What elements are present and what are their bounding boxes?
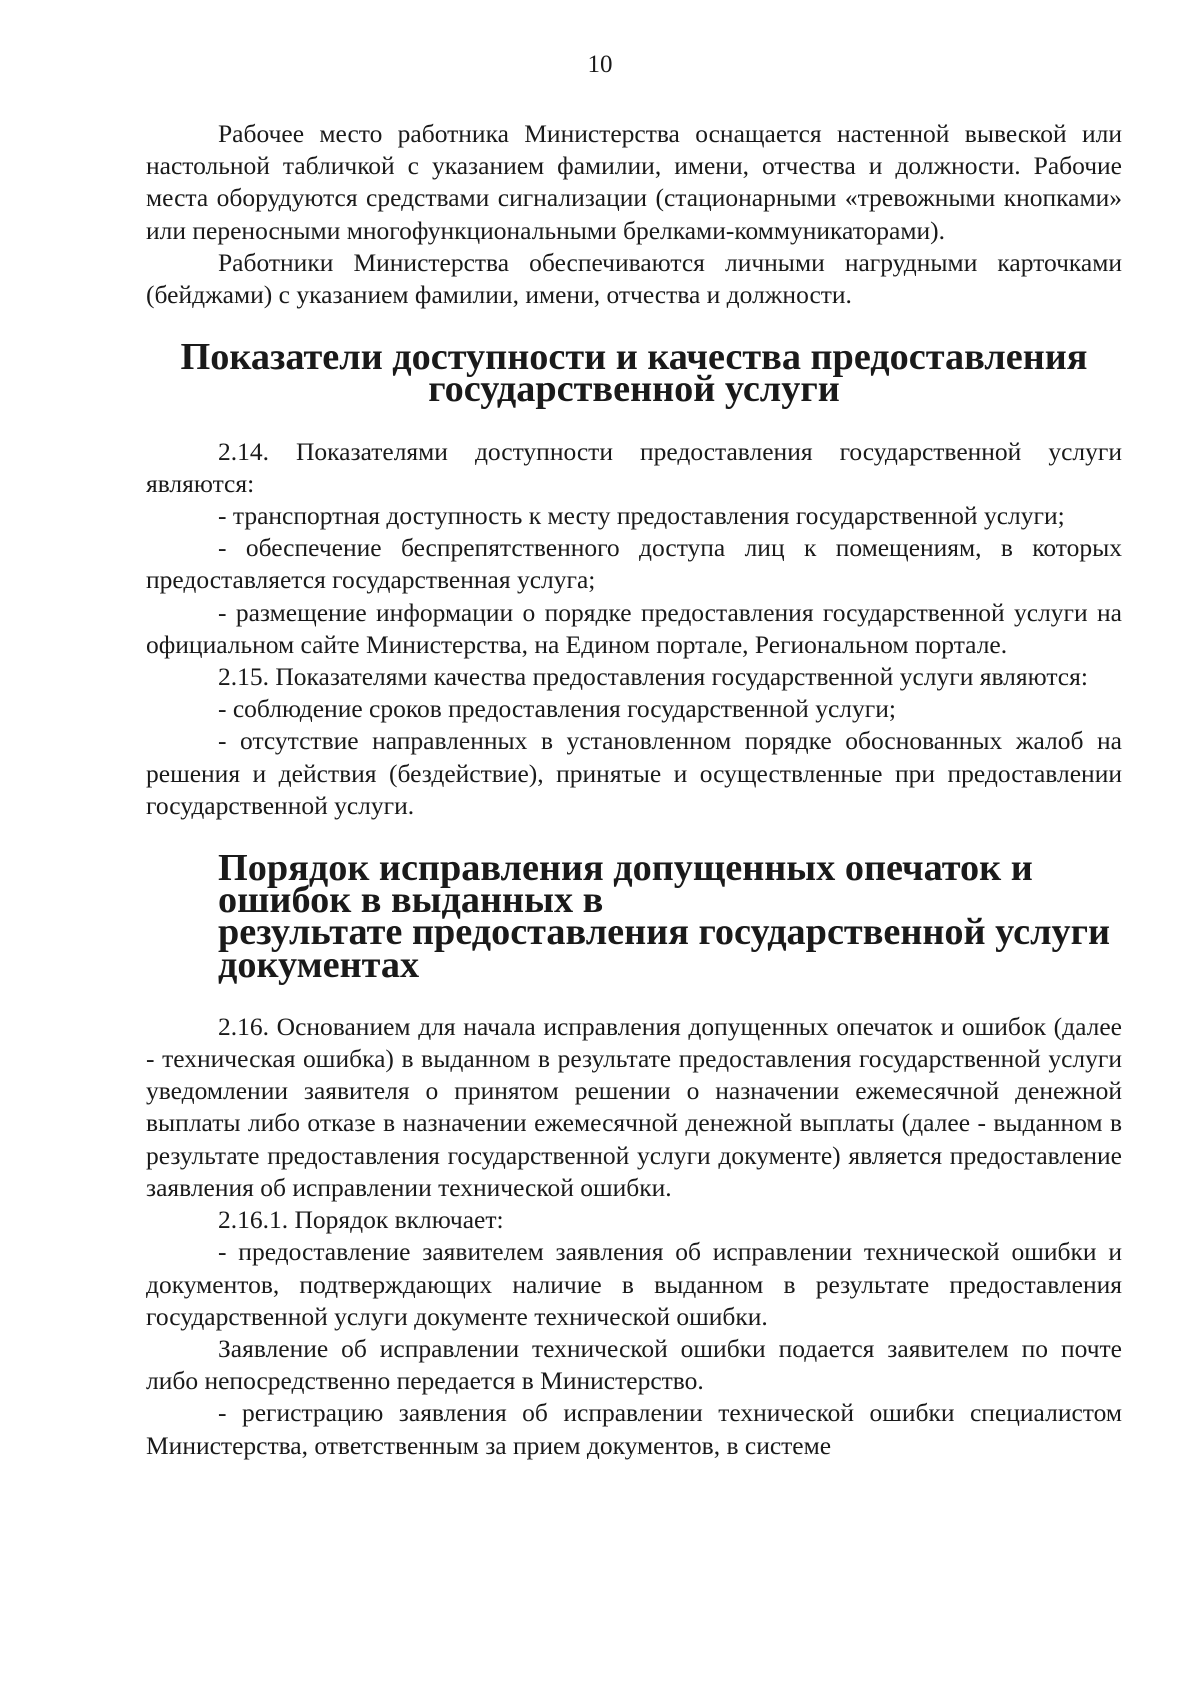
list-item: - отсутствие направленных в установленном порядке обоснованных жалоб на решения и действия (бездействие), принятые и осуществленные при предоставлении государственной услуги. [146,726,1122,820]
section-heading-error-correction [146,847,1122,986]
paragraph-application-submission: Заявление об исправлении технической ошибки подается заявителем по почте либо непосредственно передается в Министерство. [146,1333,1122,1396]
paragraph-2-15: 2.15. Показателями качества предоставления государственной услуги являются: [218,662,1088,692]
paragraph-badges: Работники Министерства обеспечиваются личными нагрудными карточками (бейджами) с указанием фамилии, имени, отчества и должности. [146,247,1122,310]
paragraph-2-14: 2.14. Показателями доступности предоставления государственной услуги являются: [146,436,1122,498]
list-item: - размещение информации о порядке предоставления государственной услуги на официальном сайте Министерства, на Едином портале, Региональном портале. [146,597,1122,659]
section-heading-accessibility-quality [146,336,1122,411]
heading-line: государственной услуги [428,368,840,411]
paragraph-2-16: 2.16. Основанием для начала исправления допущенных опечаток и ошибок (далее - техническая ошибка) в выданном в результате предоставления государственной услуги уведомлении заявителя о принятом решении о назначении ежемесячной денежной выплаты либо отказе в назначении ежемесячной денежной выплаты (далее - выданном в результате предоставления государственной услуги документе) является предоставление заявления об исправлении технической ошибки. [146,1011,1122,1202]
list-item: - транспортная доступность к месту предоставления государственной услуги; [218,501,1065,531]
heading-line: результате предоставления государственной услуги документах [218,911,1111,986]
page-number: 10 [587,51,613,78]
paragraph-2-16-1: 2.16.1. Порядок включает: [218,1205,504,1235]
list-item: - предоставление заявителем заявления об исправлении технической ошибки и документов, подтверждающих наличие в выданном в результате предоставления государственной услуги документе технической ошибки. [146,1237,1122,1331]
list-item: - обеспечение беспрепятственного доступа лиц к помещениям, в которых предоставляется государственная услуга; [146,533,1122,595]
heading-line: Показатели доступности и качества предоставления [180,336,1088,379]
heading-line: Порядок исправления допущенных опечаток и ошибок в выданных в [218,847,1033,922]
paragraph-workplace-sign: Рабочее место работника Министерства оснащается настенной вывеской или настольной табличкой с указанием фамилии, имени, отчества и должности. Рабочие места оборудуются средствами сигнализации (стационарными «тревожными кнопками» или переносными многофункциональными брелками-коммуникаторами). [146,119,1122,245]
document-body [146,118,1122,1462]
list-item: - регистрацию заявления об исправлении технической ошибки специалистом Министерства, ответственным за прием документов, в системе [146,1398,1122,1460]
list-item: - соблюдение сроков предоставления государственной услуги; [218,694,896,724]
